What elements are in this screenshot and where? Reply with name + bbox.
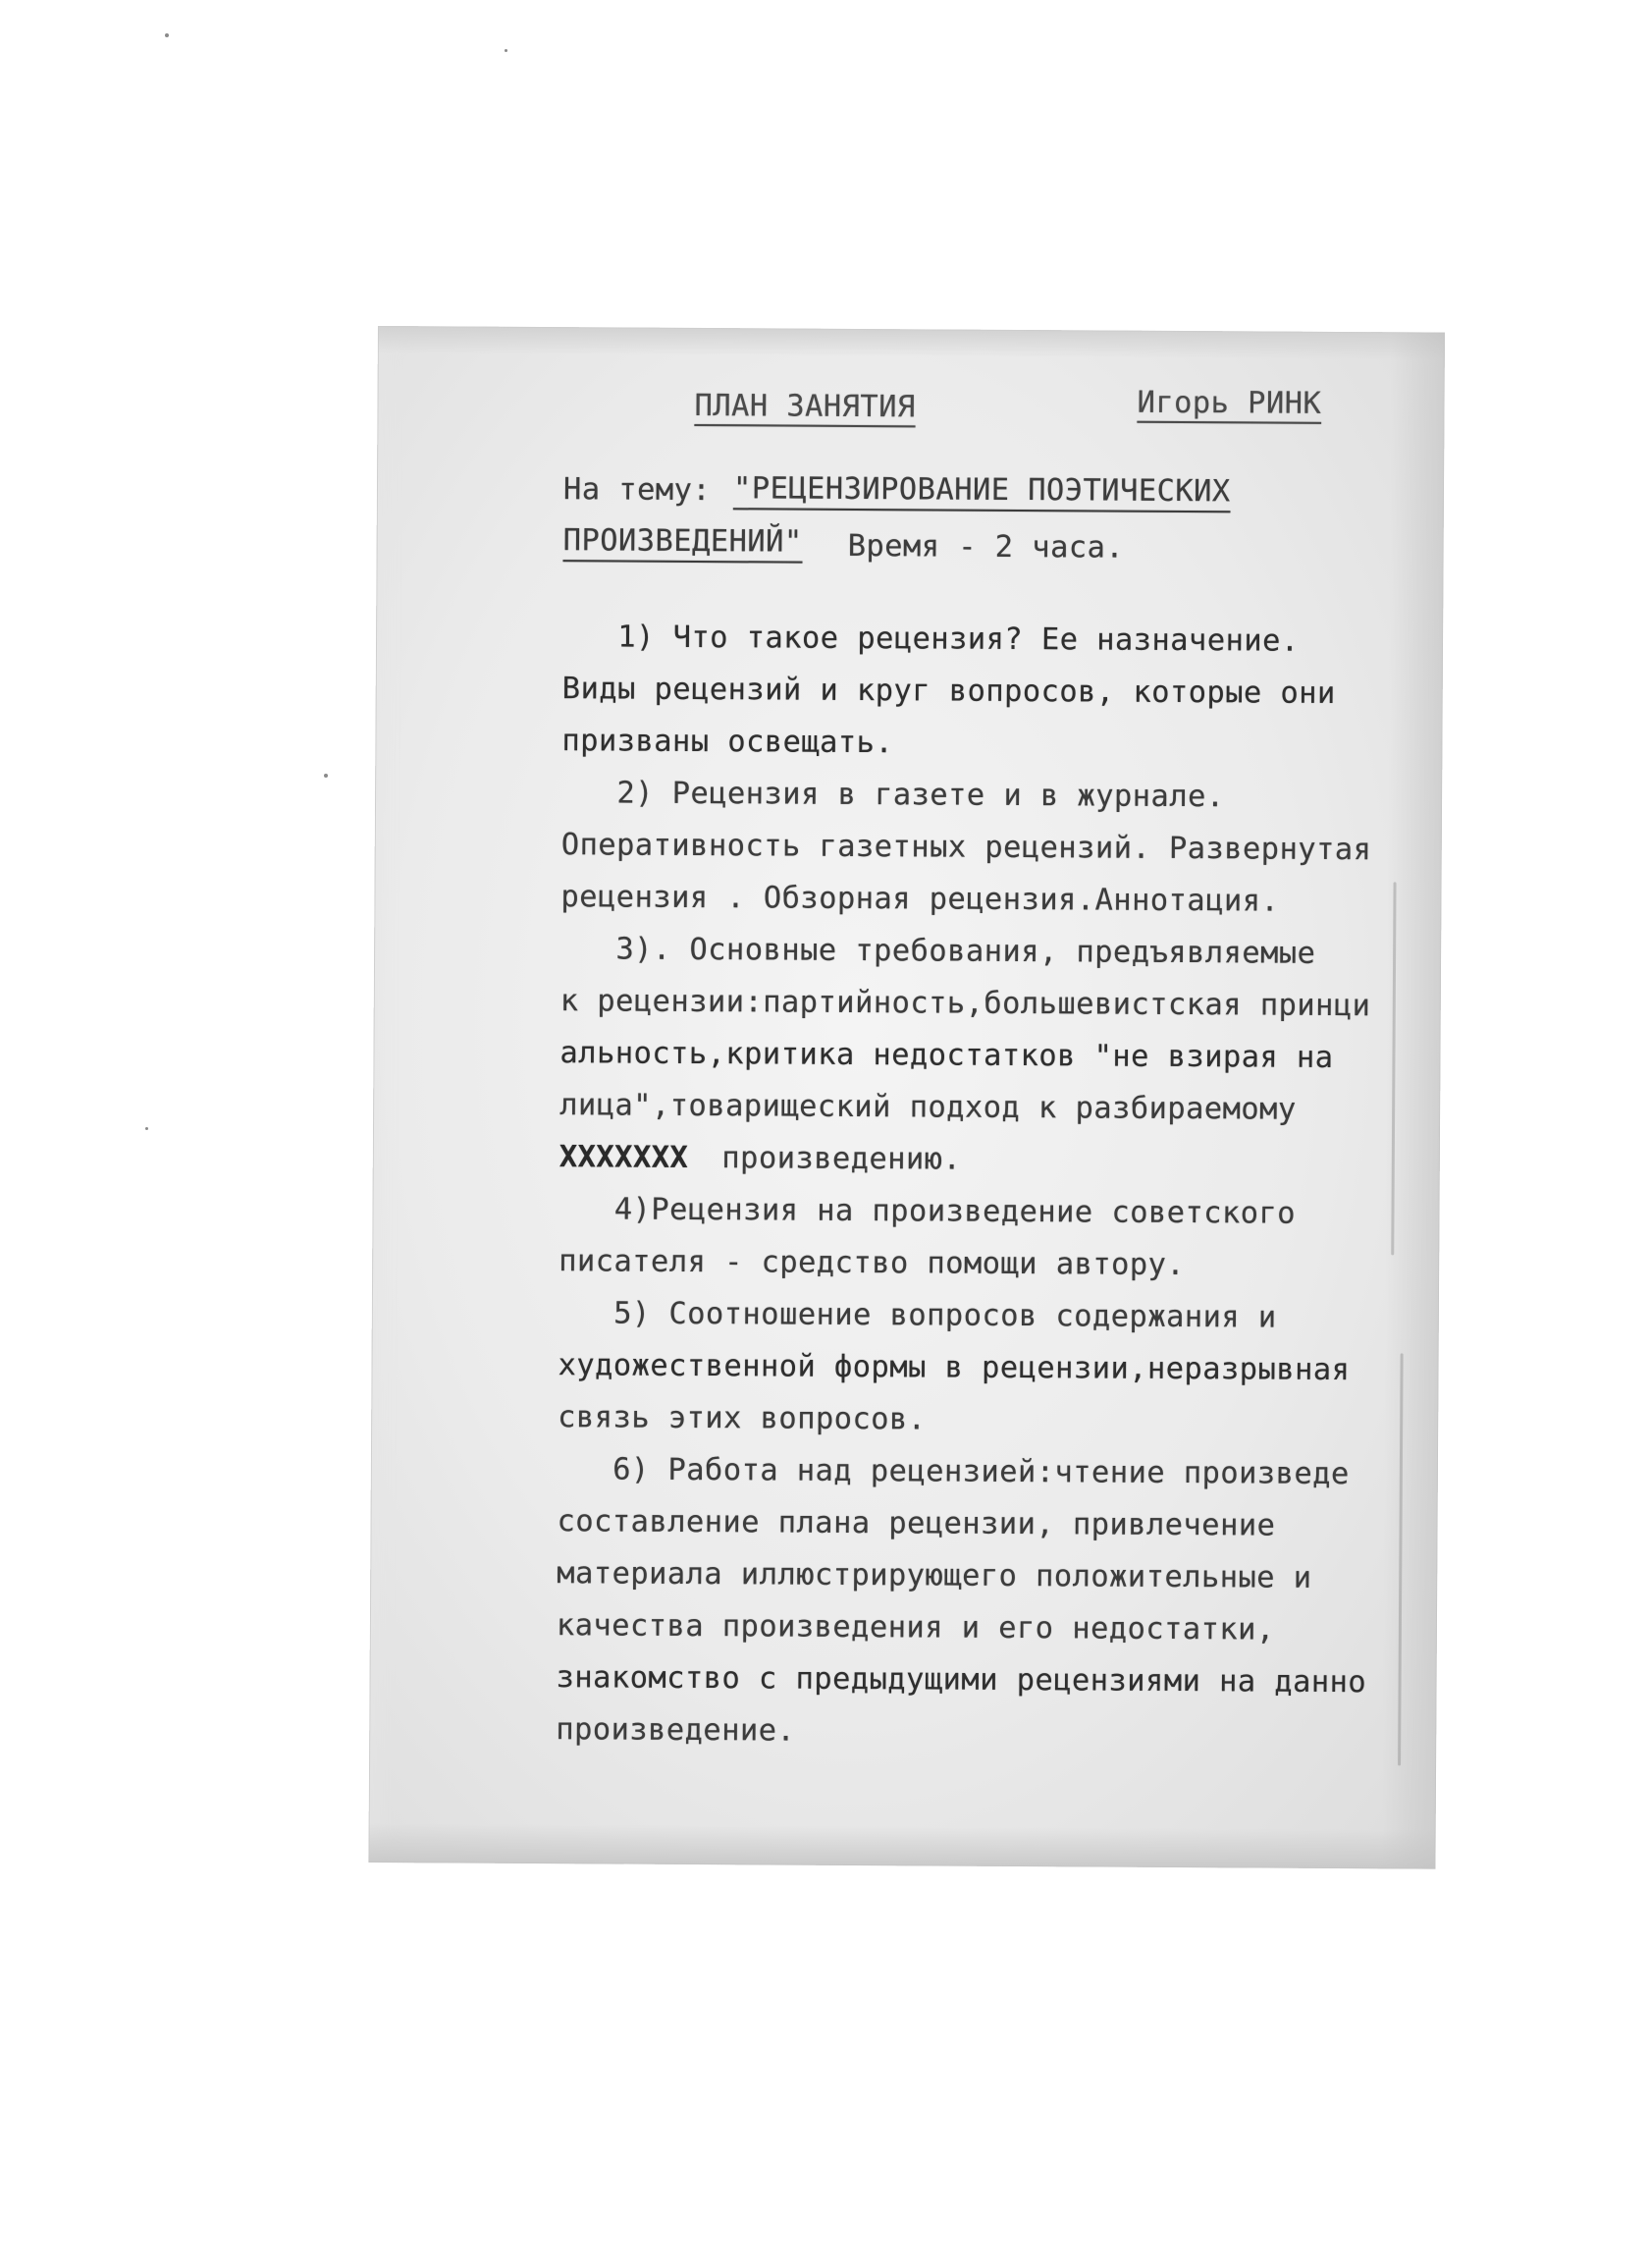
scan-speck — [505, 49, 507, 52]
topic-title-line1: "РЕЦЕНЗИРОВАНИЕ ПОЭТИЧЕСКИХ — [732, 471, 1231, 510]
topic-title-line2: ПРОИЗВЕДЕНИЙ" — [562, 523, 803, 560]
body-line: 4)Рецензия на произведение советского — [559, 1192, 1297, 1231]
body-line: произведение. — [556, 1712, 796, 1749]
struck-out-word: ХХХХХХХ — [559, 1140, 689, 1175]
body-line: Виды рецензий и круг вопросов, которые они — [561, 672, 1336, 711]
typewritten-sheet — [368, 326, 1445, 1869]
body-line: Оперативность газетных рецензий. Развернутая — [560, 828, 1372, 868]
body-line: произведению. — [684, 1140, 962, 1177]
body-line: 5) Соотношение вопросов содержания и — [558, 1296, 1277, 1335]
body-line: материала иллюстрирующего положительные и — [557, 1556, 1312, 1595]
body-line: рецензия . Обзорная рецензия.Аннотация. — [560, 880, 1280, 919]
plan-heading: ПЛАН ЗАНЯТИЯ — [694, 388, 916, 425]
paper-edge-right — [1381, 332, 1445, 1868]
body-line: лица",товарищеский подход к разбираемому — [559, 1088, 1297, 1127]
body-line: призваны освещать. — [561, 724, 894, 761]
paper-edge-top — [378, 326, 1445, 360]
body-line: качества произведения и его недостатки, — [556, 1608, 1275, 1647]
body-line: составление плана рецензии, привлечение — [557, 1504, 1276, 1543]
paper-edge-bottom — [368, 1823, 1435, 1869]
author-name: Игорь РИНК — [1137, 385, 1322, 421]
body-line: 6) Работа над рецензией:чтение произведе — [557, 1452, 1350, 1492]
body-line: альность,критика недостатков "не взирая на — [559, 1036, 1334, 1075]
body-line: 3). Основные требования, предъявляемые — [560, 932, 1316, 971]
topic-label: На тему: — [562, 472, 712, 509]
body-line: писателя - средство помощи автору. — [559, 1244, 1186, 1283]
body-line: 1) Что такое рецензия? Ее назначение. — [561, 620, 1300, 659]
body-line: к рецензии:партийность,большевистская принци — [559, 984, 1371, 1024]
scan-speck — [324, 774, 328, 778]
body-line: художественной формы в рецензии,неразрывная — [558, 1348, 1351, 1388]
body-line: связь этих вопросов. — [558, 1400, 927, 1437]
topic-duration: Время - 2 часа. — [847, 528, 1125, 566]
scan-speck — [145, 1127, 148, 1130]
body-line: знакомство с предыдущими рецензиями на данно — [556, 1660, 1367, 1701]
scan-speck — [165, 33, 169, 37]
body-line: 2) Рецензия в газете и в журнале. — [560, 776, 1225, 815]
